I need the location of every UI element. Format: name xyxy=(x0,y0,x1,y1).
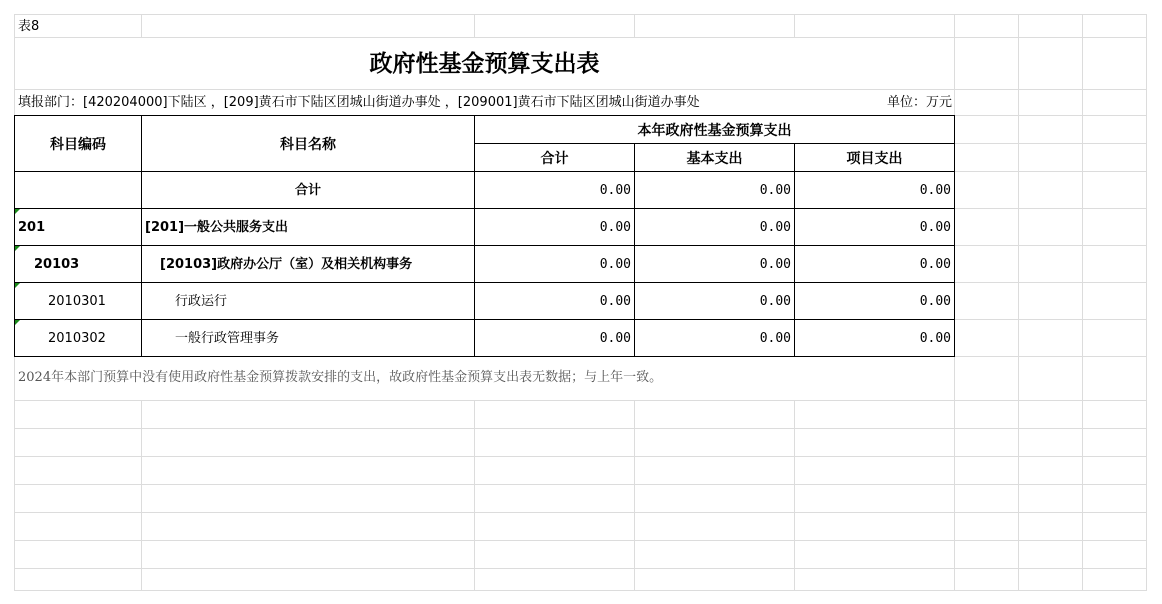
table-border xyxy=(14,319,955,320)
row-project: 0.00 xyxy=(919,183,951,198)
row-code: 2010302 xyxy=(48,331,106,346)
row-total: 0.00 xyxy=(599,220,631,235)
row-code: 20103 xyxy=(34,257,80,272)
grid-line xyxy=(14,400,1147,401)
table-border xyxy=(634,143,635,357)
table-number: 表8 xyxy=(18,19,40,34)
table-border xyxy=(14,245,955,246)
row-name: 一般行政管理事务 xyxy=(175,331,280,346)
row-name: 合计 xyxy=(294,183,321,198)
header-project: 项目支出 xyxy=(846,150,903,167)
cell-marker-icon xyxy=(15,209,20,214)
grid-line xyxy=(14,484,1147,485)
grid-line xyxy=(14,568,1147,569)
row-project: 0.00 xyxy=(919,294,951,309)
table-border xyxy=(14,171,955,172)
table-border xyxy=(474,115,475,357)
row-project: 0.00 xyxy=(919,220,951,235)
row-code: 2010301 xyxy=(48,294,106,309)
row-basic: 0.00 xyxy=(759,257,791,272)
header-name: 科目名称 xyxy=(280,136,336,153)
grid-line xyxy=(14,14,1147,15)
grid-line xyxy=(1146,14,1147,590)
grid-line xyxy=(1018,14,1019,590)
cell-marker-icon xyxy=(15,283,20,288)
table-border xyxy=(14,356,955,357)
row-basic: 0.00 xyxy=(759,183,791,198)
row-total: 0.00 xyxy=(599,183,631,198)
table-border xyxy=(141,115,142,357)
filler-info: 填报部门：[420204000]下陆区 ，[209]黄石市下陆区团城山街道办事处 ，[209001]黄石市下陆区团城山街道办事处 xyxy=(18,95,700,110)
grid-line xyxy=(14,590,1147,591)
footnote: 2024年本部门预算中没有使用政府性基金预算拨款安排的支出，故政府性基金预算支出表无数据；与上年一致。 xyxy=(18,370,663,385)
row-project: 0.00 xyxy=(919,331,951,346)
header-basic: 基本支出 xyxy=(686,150,743,167)
row-project: 0.00 xyxy=(919,257,951,272)
header-group: 本年政府性基金预算支出 xyxy=(637,122,792,139)
header-total: 合计 xyxy=(540,150,569,167)
row-name: [20103]政府办公厅（室）及相关机构事务 xyxy=(160,257,413,272)
grid-line xyxy=(14,512,1147,513)
row-basic: 0.00 xyxy=(759,220,791,235)
table-border xyxy=(14,282,955,283)
row-basic: 0.00 xyxy=(759,331,791,346)
grid-line xyxy=(14,456,1147,457)
table-border xyxy=(14,115,955,116)
grid-line xyxy=(14,428,1147,429)
row-total: 0.00 xyxy=(599,257,631,272)
row-name: [201]一般公共服务支出 xyxy=(145,220,289,235)
table-border xyxy=(474,143,955,144)
row-total: 0.00 xyxy=(599,294,631,309)
cell-marker-icon xyxy=(15,320,20,325)
table-border xyxy=(794,143,795,357)
page-title: 政府性基金预算支出表 xyxy=(369,50,600,77)
unit-label: 单位：万元 xyxy=(886,95,952,110)
table-border xyxy=(14,115,15,357)
grid-line xyxy=(14,540,1147,541)
cell-marker-icon xyxy=(15,246,20,251)
table-border xyxy=(14,208,955,209)
row-name: 行政运行 xyxy=(175,294,228,309)
row-total: 0.00 xyxy=(599,331,631,346)
row-basic: 0.00 xyxy=(759,294,791,309)
table-border xyxy=(954,115,955,357)
row-code xyxy=(15,172,141,208)
row-code: 201 xyxy=(18,220,46,235)
header-code: 科目编码 xyxy=(50,136,106,153)
grid-line xyxy=(1082,14,1083,590)
